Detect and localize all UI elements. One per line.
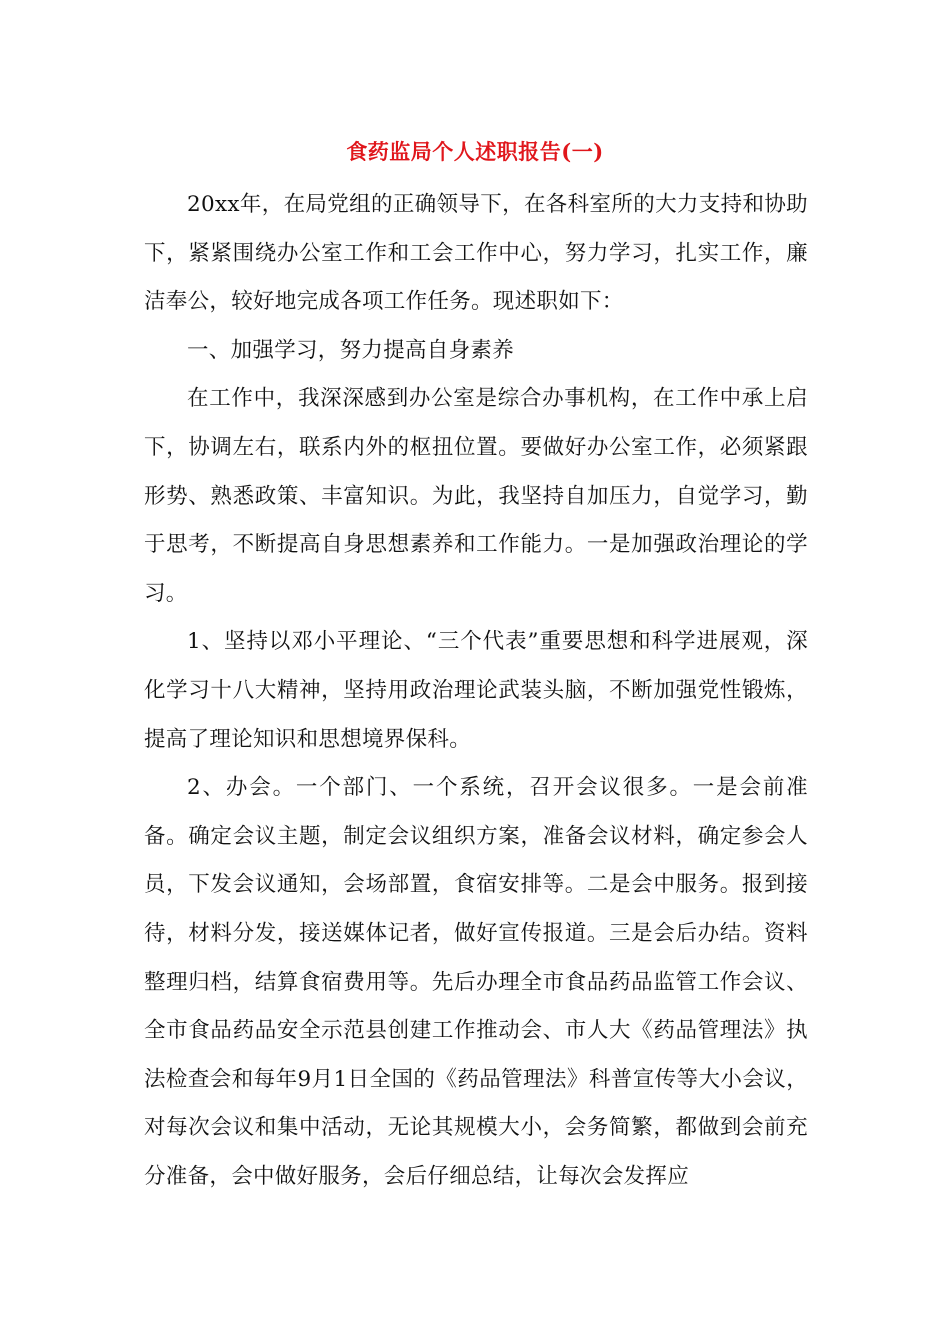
paragraph-study: 在工作中，我深深感到办公室是综合办事机构，在工作中承上启下，协调左右，联系内外的枢扭位置。要做好办公室工作，必须紧跟形势、熟悉政策、丰富知识。为此，我坚持自加压力，自觉学习，勤于思考，不断提高自身思想素养和工作能力。一是加强政治理论的学习。 (144, 386, 808, 606)
document-title: 食药监局个人述职报告(一) (346, 139, 604, 164)
document-body (144, 181, 808, 1201)
paragraph-item-2: 2、办会。一个部门、一个系统，召开会议很多。一是会前准备。确定会议主题，制定会议组织方案，准备会议材料，确定参会人员，下发会议通知，会场部置，食宿安排等。二是会中服务。报到接待，材料分发，接送媒体记者，做好宣传报道。三是会后办结。资料整理归档，结算食宿费用等。先后办理全市食品药品监管工作会议、全市食品药品安全示范县创建工作推动会、市人大《药品管理法》执法检查会和每年9月1日全国的《药品管理法》科普宣传等大小会议，对每次会议和集中活动，无论其规模大小，会务简繁，都做到会前充分准备，会中做好服务，会后仔细总结，让每次会发挥应 (144, 775, 808, 1189)
section-heading-1: 一、加强学习，努力提高自身素养 (187, 337, 515, 363)
paragraph-item-1: 1、坚持以邓小平理论、“三个代表”重要思想和科学进展观，深化学习十八大精神，坚持用政治理论武装头脑，不断加强党性锻炼，提高了理论知识和思想境界保科。 (144, 629, 808, 752)
paragraph-intro: 20xx年，在局党组的正确领导下，在各科室所的大力支持和协助下，紧紧围绕办公室工作和工会工作中心，努力学习，扎实工作，廉洁奉公，较好地完成各项工作任务。现述职如下： (144, 192, 808, 315)
